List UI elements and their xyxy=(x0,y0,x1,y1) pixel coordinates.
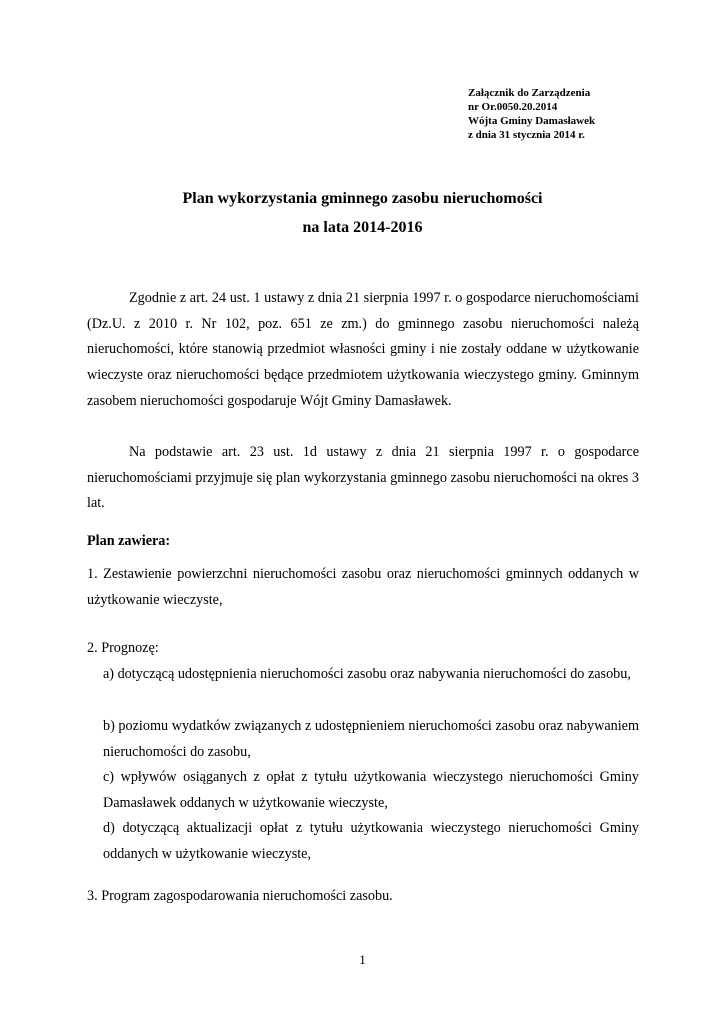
plan-subitem-b: b) poziomu wydatków związanych z udostępnieniem nieruchomości zasobu oraz nabywaniem nieruchomości do zasobu, xyxy=(103,718,639,760)
document-title: Plan wykorzystania gminnego zasobu nieruchomości xyxy=(182,190,543,207)
annex-line-1: Załącznik do Zarządzenia xyxy=(468,87,591,99)
plan-heading: Plan zawiera: xyxy=(87,533,171,549)
intro-paragraph xyxy=(87,286,639,415)
plan-subitem-d: d) dotyczącą aktualizacji opłat z tytułu użytkowania wieczystego nieruchomości Gminy oddanych w użytkowanie wieczyste, xyxy=(103,820,639,862)
plan-item-2: 2. Prognozę: xyxy=(87,640,159,656)
paragraph-1-text: Zgodnie z art. 24 ust. 1 ustawy z dnia 21 sierpnia 1997 r. o gospodarce nieruchomościami (Dz.U. z 2010 r. Nr 102, poz. 651 ze zm.) do gminnego zasobu nieruchomości należą nieruchomości, które stanowią przedmiot własności gminy i nie zostały oddane w użytkowanie wieczyste oraz nieruchomości będące przedmiotem użytkowania wieczystego gminy. Gminnym zasobem nieruchomości gospodaruje Wójt Gminy Damasławek. xyxy=(87,290,639,409)
annex-header xyxy=(468,86,595,142)
plan-subitem-c: c) wpływów osiąganych z opłat z tytułu użytkowania wieczystego nieruchomości Gminy Damasławek oddanych w użytkowanie wieczyste, xyxy=(103,769,639,811)
document-subtitle: na lata 2014-2016 xyxy=(302,219,423,236)
plan-subitem-a: a) dotyczącą udostępnienia nieruchomości zasobu oraz nabywania nieruchomości do zasobu, xyxy=(103,666,631,682)
plan-item-1: 1. Zestawienie powierzchni nieruchomości zasobu oraz nieruchomości gminnych oddanych w użytkowanie wieczyste, xyxy=(87,566,639,608)
annex-line-2: nr Or.0050.20.2014 xyxy=(468,101,558,113)
annex-line-4: z dnia 31 stycznia 2014 r. xyxy=(468,129,585,141)
annex-line-3: Wójta Gminy Damasławek xyxy=(468,115,596,127)
plan-item-3: 3. Program zagospodarowania nieruchomości zasobu. xyxy=(87,888,393,904)
page-number: 1 xyxy=(359,952,366,967)
basis-paragraph xyxy=(87,440,639,517)
paragraph-2-text: Na podstawie art. 23 ust. 1d ustawy z dnia 21 sierpnia 1997 r. o gospodarce nieruchomościami przyjmuje się plan wykorzystania gminnego zasobu nieruchomości na okres 3 lat. xyxy=(87,444,639,512)
